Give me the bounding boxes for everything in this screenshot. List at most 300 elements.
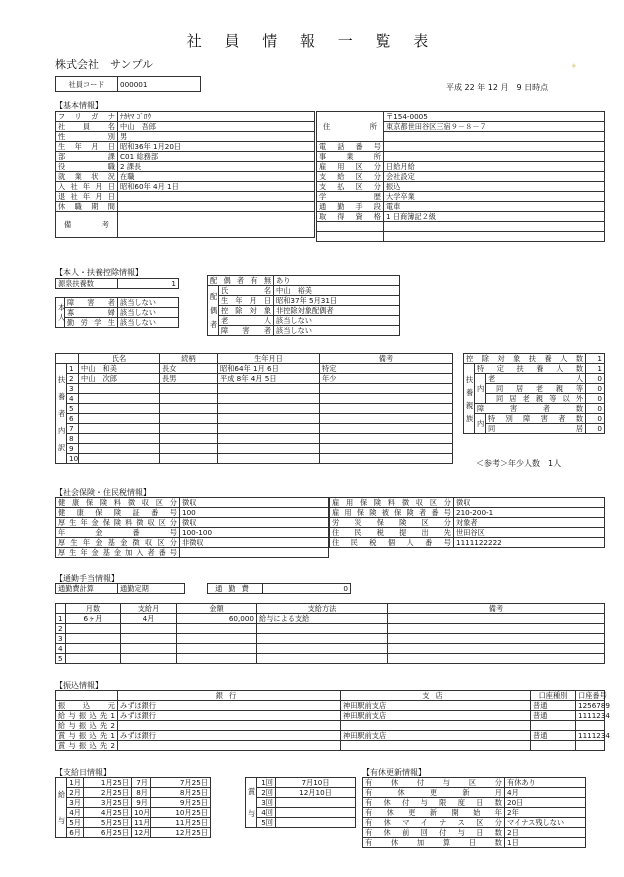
salary-month: 2月 bbox=[67, 788, 84, 798]
family-no: 8 bbox=[67, 434, 79, 444]
kinds-value: 0 bbox=[586, 394, 605, 404]
transfer-bank: みずほ銀行 bbox=[118, 731, 341, 741]
insurance-value: 100 bbox=[180, 508, 329, 518]
kinds-row bbox=[464, 424, 605, 434]
leave-label: 有休加算日数 bbox=[363, 838, 505, 848]
salary-month: 12月 bbox=[132, 828, 151, 838]
commute-no: 4 bbox=[56, 644, 66, 654]
spouse-has-label: 配偶者有無 bbox=[208, 276, 274, 286]
commute-table bbox=[55, 603, 605, 664]
commute-calc-value: 通勤定期 bbox=[118, 584, 185, 594]
insurance-value: 100-100 bbox=[180, 528, 329, 538]
basic-label: 就業状況 bbox=[56, 172, 118, 182]
family-header: 続柄 bbox=[160, 354, 218, 364]
self-label: 勤労学生 bbox=[65, 318, 118, 328]
spouse-row bbox=[208, 326, 400, 336]
family-name bbox=[79, 394, 160, 404]
commute-method bbox=[257, 634, 388, 644]
transfer-header: 銀行 bbox=[118, 691, 341, 701]
transfer-bank bbox=[118, 721, 341, 731]
spouse-row bbox=[208, 306, 400, 316]
commute-note bbox=[388, 644, 605, 654]
transfer-number: 1111234 bbox=[576, 711, 605, 721]
family-table bbox=[55, 353, 453, 464]
spouse-row bbox=[208, 316, 400, 326]
insurance-value: 非徴収 bbox=[180, 538, 329, 548]
commute-method bbox=[257, 624, 388, 634]
basic-value bbox=[384, 152, 605, 162]
bonus-number: 4回 bbox=[257, 808, 276, 818]
qualification-value bbox=[384, 232, 605, 242]
basic-label: 退社年月日 bbox=[56, 192, 118, 202]
basic-value: 昭和36年 1月20日 bbox=[118, 142, 315, 152]
commute-header: 金額 bbox=[177, 604, 257, 614]
kinds-row bbox=[464, 374, 605, 384]
family-row bbox=[56, 454, 453, 464]
commute-months bbox=[66, 634, 121, 644]
family-note: 年少 bbox=[320, 374, 453, 384]
basic-row bbox=[56, 112, 315, 122]
bonus-row bbox=[246, 798, 356, 808]
insurance-label: 健康保険料徴収区分 bbox=[56, 498, 180, 508]
salary-month: 4月 bbox=[67, 808, 84, 818]
basic-value: 電車 bbox=[384, 202, 605, 212]
family-birth bbox=[218, 384, 320, 394]
basic-value: 日給月給 bbox=[384, 162, 605, 172]
employee-code-label: 社員コード bbox=[56, 77, 118, 92]
commute-months bbox=[66, 624, 121, 634]
commute-row bbox=[56, 624, 605, 634]
commute-calc-table bbox=[55, 583, 185, 594]
family-note bbox=[320, 434, 453, 444]
basic-label: 休職期間 bbox=[56, 202, 118, 212]
kinds-row bbox=[464, 394, 605, 404]
basic-value: 振込 bbox=[384, 182, 605, 192]
bonus-day: 12月10日 bbox=[276, 788, 356, 798]
kinds-row bbox=[464, 414, 605, 424]
commute-header: 備考 bbox=[388, 604, 605, 614]
salary-row bbox=[56, 828, 211, 838]
insurance-value: 210-200-1 bbox=[454, 508, 605, 518]
basic-value: 大学卒業 bbox=[384, 192, 605, 202]
basic-label: 生年月日 bbox=[56, 142, 118, 152]
bonus-group-label: 賞与 bbox=[246, 778, 257, 828]
kinds-value: 0 bbox=[586, 414, 605, 424]
commute-method bbox=[257, 644, 388, 654]
section-heading-leave: 【有休更新情報】 bbox=[362, 768, 426, 777]
salary-group-label: 給与 bbox=[56, 778, 67, 838]
bonus-number: 3回 bbox=[257, 798, 276, 808]
dependent-count-table bbox=[55, 278, 179, 289]
postal-code: 〒154-0005 bbox=[384, 112, 605, 122]
basic-label: 社員名 bbox=[56, 122, 118, 132]
basic-value: 昭和60年 4月 1日 bbox=[118, 182, 315, 192]
salary-month: 8月 bbox=[132, 788, 151, 798]
leave-row bbox=[363, 838, 586, 848]
bonus-number: 2回 bbox=[257, 788, 276, 798]
leave-row bbox=[363, 798, 586, 808]
commute-note bbox=[388, 624, 605, 634]
leave-table bbox=[362, 777, 586, 848]
salary-row bbox=[56, 788, 211, 798]
basic-row bbox=[56, 142, 315, 152]
insurance-value: 徴収 bbox=[454, 498, 605, 508]
family-name bbox=[79, 404, 160, 414]
commute-row bbox=[56, 634, 605, 644]
salary-month: 11月 bbox=[132, 818, 151, 828]
insurance-label: 住民税個人番号 bbox=[330, 538, 454, 548]
minors-note: ＜参考＞年少人数 1人 bbox=[476, 459, 562, 468]
salary-month: 3月 bbox=[67, 798, 84, 808]
company-name: 株式会社 サンプル bbox=[55, 58, 154, 71]
family-row bbox=[56, 404, 453, 414]
insurance-label: 厚生年金保険料徴収区分 bbox=[56, 518, 180, 528]
salary-day: 7月25日 bbox=[151, 778, 211, 788]
family-relation bbox=[160, 384, 218, 394]
family-name bbox=[79, 444, 160, 454]
transfer-label: 給与振込先1 bbox=[56, 711, 118, 721]
salary-day: 12月25日 bbox=[151, 828, 211, 838]
basic-value: 会社設定 bbox=[384, 172, 605, 182]
family-name bbox=[79, 434, 160, 444]
transfer-type: 普通 bbox=[531, 711, 576, 721]
basic-row bbox=[56, 132, 315, 142]
transfer-header: 支店 bbox=[341, 691, 531, 701]
qualification-value bbox=[384, 222, 605, 232]
salary-day: 9月25日 bbox=[151, 798, 211, 808]
section-heading-insurance: 【社会保険・住民税情報】 bbox=[55, 488, 151, 497]
basic-label: 備考 bbox=[56, 212, 118, 238]
family-relation bbox=[160, 454, 218, 464]
commute-amount: 60,000 bbox=[177, 614, 257, 624]
self-value: 該当しない bbox=[118, 308, 179, 318]
basic-row bbox=[56, 172, 315, 182]
family-name bbox=[79, 454, 160, 464]
insurance-label: 健康保険証番号 bbox=[56, 508, 180, 518]
salary-month: 10月 bbox=[132, 808, 151, 818]
basic-value bbox=[384, 142, 605, 152]
insurance-value: 1111122222 bbox=[454, 538, 605, 548]
family-birth: 昭和64年 1月 6日 bbox=[218, 364, 320, 374]
family-note bbox=[320, 414, 453, 424]
insurance-row bbox=[56, 528, 329, 538]
transfer-bank: みずほ銀行 bbox=[118, 711, 341, 721]
kinds-row bbox=[464, 404, 605, 414]
address-label: 住所 bbox=[317, 112, 384, 142]
commute-calc-label: 通勤費計算 bbox=[56, 584, 118, 594]
kinds-value: 1 bbox=[586, 364, 605, 374]
family-birth bbox=[218, 414, 320, 424]
salary-row bbox=[56, 808, 211, 818]
family-header-blank bbox=[56, 354, 79, 364]
family-name bbox=[79, 414, 160, 424]
transfer-bank bbox=[118, 741, 341, 751]
bonus-day bbox=[276, 798, 356, 808]
family-birth: 平成 8年 4月 5日 bbox=[218, 374, 320, 384]
kinds-label: 同居老親等以外 bbox=[486, 394, 586, 404]
transfer-bank: みずほ銀行 bbox=[118, 701, 341, 711]
family-relation: 長男 bbox=[160, 374, 218, 384]
insurance-value bbox=[180, 548, 329, 558]
as-of-date: 平成 22 年 12 月 9 日時点 bbox=[446, 83, 549, 92]
address-row bbox=[317, 112, 605, 122]
leave-value: 1日 bbox=[505, 838, 586, 848]
bonus-day bbox=[276, 808, 356, 818]
dependent-count-label: 源泉扶養数 bbox=[56, 279, 118, 289]
basic-row bbox=[56, 152, 315, 162]
bonus-number: 1回 bbox=[257, 778, 276, 788]
insurance-row bbox=[56, 518, 329, 528]
family-no: 1 bbox=[67, 364, 79, 374]
family-relation bbox=[160, 394, 218, 404]
family-birth bbox=[218, 424, 320, 434]
family-row bbox=[56, 364, 453, 374]
basic-row bbox=[317, 182, 605, 192]
family-relation bbox=[160, 434, 218, 444]
basic-label: 通勤手段 bbox=[317, 202, 384, 212]
spouse-table bbox=[207, 275, 400, 336]
section-heading-basic: 【基本情報】 bbox=[55, 101, 103, 110]
bonus-number: 5回 bbox=[257, 818, 276, 828]
self-row bbox=[56, 298, 179, 308]
commute-amount bbox=[177, 644, 257, 654]
transfer-header: 口座番号 bbox=[576, 691, 605, 701]
salary-day: 5月25日 bbox=[84, 818, 132, 828]
transfer-branch bbox=[341, 721, 531, 731]
bonus-row bbox=[246, 808, 356, 818]
insurance-row bbox=[56, 498, 329, 508]
kinds-label: 老人 bbox=[486, 374, 586, 384]
leave-row bbox=[363, 808, 586, 818]
basic-value: C01 総務部 bbox=[118, 152, 315, 162]
transfer-header: 口座種別 bbox=[531, 691, 576, 701]
family-name: 中山 次郎 bbox=[79, 374, 160, 384]
bonus-day bbox=[276, 818, 356, 828]
spouse-label: 老人 bbox=[219, 316, 274, 326]
basic-label: 性別 bbox=[56, 132, 118, 142]
kinds-row bbox=[464, 384, 605, 394]
salary-month: 5月 bbox=[67, 818, 84, 828]
basic-value: 2 課長 bbox=[118, 162, 315, 172]
spouse-value: 該当しない bbox=[274, 316, 400, 326]
self-group-label: 本人 bbox=[56, 298, 65, 328]
commute-months: 6ヶ月 bbox=[66, 614, 121, 624]
insurance-label: 雇用保険被保険者番号 bbox=[330, 508, 454, 518]
basic-value: 在職 bbox=[118, 172, 315, 182]
salary-row bbox=[56, 818, 211, 828]
family-no: 9 bbox=[67, 444, 79, 454]
salary-month: 1月 bbox=[67, 778, 84, 788]
insurance-label: 年金番号 bbox=[56, 528, 180, 538]
commute-months bbox=[66, 644, 121, 654]
kinds-value: 0 bbox=[586, 404, 605, 414]
basic-label: 取得資格 bbox=[317, 212, 384, 222]
commute-header: 支給月 bbox=[121, 604, 177, 614]
basic-label: 事業所 bbox=[317, 152, 384, 162]
leave-label: 有休付与限度日数 bbox=[363, 798, 505, 808]
commute-row bbox=[56, 614, 605, 624]
spouse-label: 控除対象 bbox=[219, 306, 274, 316]
basic-row bbox=[317, 202, 605, 212]
basic-label: 学歴 bbox=[317, 192, 384, 202]
leave-value: 有休あり bbox=[505, 778, 586, 788]
kinds-label: 障害者数 bbox=[475, 404, 586, 414]
leave-label: 有休マイナス区分 bbox=[363, 818, 505, 828]
transfer-number: 1256789 bbox=[576, 701, 605, 711]
transfer-label: 振込元 bbox=[56, 701, 118, 711]
basic-row bbox=[56, 182, 315, 192]
section-heading-transfer: 【振込情報】 bbox=[55, 681, 103, 690]
commute-month bbox=[121, 624, 177, 634]
section-heading-commute: 【通勤手当情報】 bbox=[55, 574, 119, 583]
commute-amount bbox=[177, 654, 257, 664]
qualification-row bbox=[317, 222, 605, 232]
family-note bbox=[320, 384, 453, 394]
family-birth bbox=[218, 454, 320, 464]
family-name bbox=[79, 384, 160, 394]
basic-row bbox=[56, 162, 315, 172]
family-group-label: 扶養者内訳 bbox=[56, 364, 67, 464]
transfer-number bbox=[576, 721, 605, 731]
dependent-kinds-table bbox=[463, 353, 605, 434]
leave-label: 有休前回付与日数 bbox=[363, 828, 505, 838]
salary-day: 4月25日 bbox=[84, 808, 132, 818]
leave-value: 20日 bbox=[505, 798, 586, 808]
commute-month bbox=[121, 654, 177, 664]
commute-header: 支給方法 bbox=[257, 604, 388, 614]
leave-row bbox=[363, 788, 586, 798]
self-value: 該当しない bbox=[118, 318, 179, 328]
transfer-row bbox=[56, 741, 605, 751]
insurance-label: 労災保険区分 bbox=[330, 518, 454, 528]
insurance-row bbox=[56, 508, 329, 518]
insurance-row bbox=[330, 518, 605, 528]
insurance-left bbox=[55, 497, 329, 558]
family-row bbox=[56, 414, 453, 424]
commute-no: 5 bbox=[56, 654, 66, 664]
family-relation bbox=[160, 444, 218, 454]
salary-day: 2月25日 bbox=[84, 788, 132, 798]
family-no: 4 bbox=[67, 394, 79, 404]
basic-row bbox=[317, 212, 605, 222]
family-row bbox=[56, 394, 453, 404]
leave-value: 4月 bbox=[505, 788, 586, 798]
basic-row bbox=[56, 202, 315, 212]
salary-day: 1月25日 bbox=[84, 778, 132, 788]
family-note bbox=[320, 424, 453, 434]
basic-row bbox=[317, 162, 605, 172]
transfer-branch: 神田駅前支店 bbox=[341, 701, 531, 711]
section-heading-paydays: 【支給日情報】 bbox=[55, 768, 111, 777]
commute-header-blank bbox=[56, 604, 66, 614]
insurance-row bbox=[56, 538, 329, 548]
spouse-value: 中山 裕美 bbox=[274, 286, 400, 296]
spouse-value: 昭和37年 5月31日 bbox=[274, 296, 400, 306]
spouse-label: 氏名 bbox=[219, 286, 274, 296]
transfer-label: 賞与振込先2 bbox=[56, 741, 118, 751]
commute-method bbox=[257, 654, 388, 664]
family-note bbox=[320, 394, 453, 404]
commute-no: 1 bbox=[56, 614, 66, 624]
insurance-value: 徴収 bbox=[180, 498, 329, 508]
family-row bbox=[56, 374, 453, 384]
commute-fee-table bbox=[207, 583, 351, 594]
basic-row bbox=[56, 122, 315, 132]
leave-value: マイナス残しない bbox=[505, 818, 586, 828]
bonus-row bbox=[246, 778, 356, 788]
family-note: 特定 bbox=[320, 364, 453, 374]
sparkle-icon: ✦ bbox=[570, 62, 578, 72]
basic-row bbox=[317, 172, 605, 182]
self-row bbox=[56, 318, 179, 328]
insurance-value: 対象者 bbox=[454, 518, 605, 528]
family-birth bbox=[218, 444, 320, 454]
transfer-number bbox=[576, 741, 605, 751]
kinds-value: 0 bbox=[586, 374, 605, 384]
spouse-label: 生年月日 bbox=[219, 296, 274, 306]
kinds-inner-label: 内 bbox=[475, 374, 486, 404]
transfer-row bbox=[56, 731, 605, 741]
salary-month: 6月 bbox=[67, 828, 84, 838]
kinds-row bbox=[464, 364, 605, 374]
commute-amount bbox=[177, 624, 257, 634]
qualification-label-empty bbox=[317, 232, 384, 242]
self-label: 寡婦 bbox=[65, 308, 118, 318]
basic-label: 役職 bbox=[56, 162, 118, 172]
employee-code-table bbox=[55, 76, 201, 92]
kinds-label: 同居老親等 bbox=[486, 384, 586, 394]
qualification-label-empty bbox=[317, 222, 384, 232]
commute-note bbox=[388, 614, 605, 624]
transfer-type: 普通 bbox=[531, 701, 576, 711]
family-row bbox=[56, 424, 453, 434]
basic-value bbox=[118, 192, 315, 202]
basic-row bbox=[317, 152, 605, 162]
family-relation bbox=[160, 404, 218, 414]
commute-method: 給与による支給 bbox=[257, 614, 388, 624]
leave-row bbox=[363, 818, 586, 828]
leave-value: 2日 bbox=[505, 828, 586, 838]
self-row bbox=[56, 308, 179, 318]
dependent-count-value: 1 bbox=[118, 279, 179, 289]
salary-day: 10月25日 bbox=[151, 808, 211, 818]
transfer-branch: 神田駅前支店 bbox=[341, 711, 531, 721]
transfer-type bbox=[531, 721, 576, 731]
family-name: 中山 和美 bbox=[79, 364, 160, 374]
self-label: 障害者 bbox=[65, 298, 118, 308]
family-header: 備考 bbox=[320, 354, 453, 364]
salary-day: 8月25日 bbox=[151, 788, 211, 798]
kinds-label: 特定扶養人数 bbox=[475, 364, 586, 374]
family-row bbox=[56, 384, 453, 394]
insurance-row bbox=[330, 538, 605, 548]
salary-paydays-table bbox=[55, 777, 211, 838]
family-no: 7 bbox=[67, 424, 79, 434]
transfer-label: 賞与振込先1 bbox=[56, 731, 118, 741]
basic-row bbox=[56, 192, 315, 202]
kinds-value: 1 bbox=[586, 354, 605, 364]
qualification-row bbox=[317, 232, 605, 242]
family-no: 2 bbox=[67, 374, 79, 384]
family-no: 5 bbox=[67, 404, 79, 414]
family-relation: 長女 bbox=[160, 364, 218, 374]
transfer-row bbox=[56, 711, 605, 721]
commute-header: 月数 bbox=[66, 604, 121, 614]
transfer-branch bbox=[341, 741, 531, 751]
employee-code-value: 000001 bbox=[118, 77, 201, 92]
insurance-row bbox=[56, 548, 329, 558]
commute-row bbox=[56, 644, 605, 654]
